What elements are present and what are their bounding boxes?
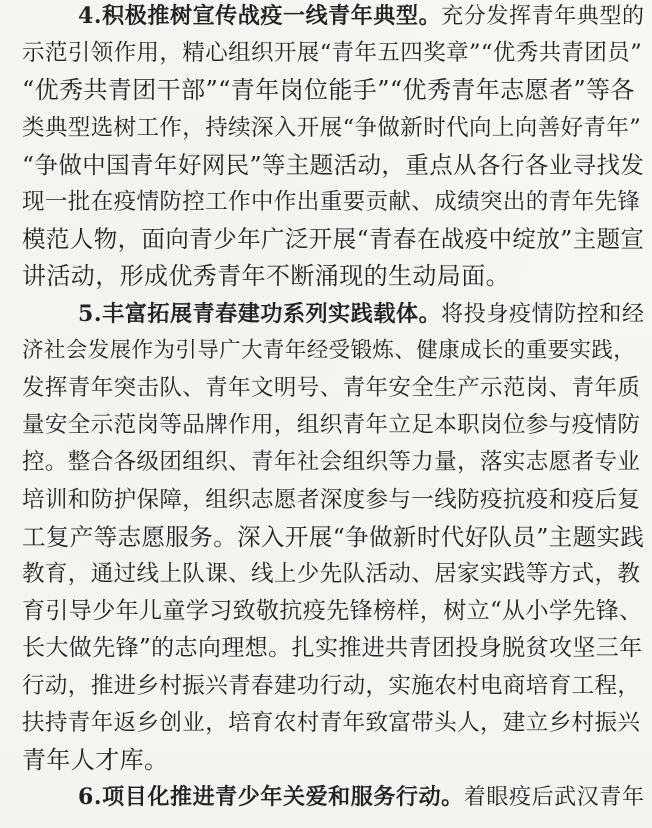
section-5-line-7: 工复产等志愿服务。深入开展“争做新时代好队员”主题实践 — [22, 522, 645, 551]
section-5-line-4: 量安全示范岗等品牌作用，组织青年立足本职岗位参与疫情防 — [22, 412, 641, 439]
section-5-line-10: 长大做先锋”的志向理想。扎实推进共青团投身脱贫攻坚三年 — [22, 635, 643, 662]
section-5-line-1-rest: 将投身疫情防控和经 — [441, 301, 645, 327]
section-4-line-5: “争做中国青年好网民”等主题活动，重点从各行各业寻找发 — [22, 150, 645, 179]
section-4-heading: 4.积极推树宣传战疫一线青年典型。 — [78, 3, 442, 29]
section-5-line-13: 青年人才库。 — [22, 746, 169, 774]
section-6-line-1-rest: 着眼疫后武汉青年 — [463, 785, 645, 811]
section-5-line-11: 行动，推进乡村振兴青春建功行动，实施农村电商培育工程， — [22, 672, 641, 699]
section-6-heading: 6.项目化推进青少年关爱和服务行动。 — [78, 784, 464, 811]
section-5-line-8: 教育，通过线上队课、线上少先队活动、居家实践等方式，教 — [22, 561, 641, 587]
section-5-line-5: 控。整合各级团组织、青年社会组织等力量，落实志愿者专业 — [22, 449, 641, 476]
section-5-line-1 — [78, 300, 645, 329]
section-5-line-6: 培训和防护保障，组织志愿者深度参与一线防疫抗疫和疫后复 — [22, 486, 641, 513]
section-5-line-3: 发挥青年突击队、青年文明号、青年安全生产示范岗、青年质 — [22, 375, 641, 401]
section-4-line-1 — [78, 2, 645, 31]
section-4-line-8: 讲活动，形成优秀青年不断涌现的生动局面。 — [22, 262, 510, 291]
section-4-line-1-rest: 充分发挥青年典型的 — [441, 4, 645, 29]
section-6-line-1 — [78, 783, 645, 812]
section-4-line-4: 类典型选树工作，持续深入开展“争做新时代向上向善好青年” — [22, 114, 642, 141]
section-4-line-3: “优秀共青团干部”“青年岗位能手”“优秀青年志愿者”等各 — [22, 76, 635, 105]
section-5-line-12: 扶持青年返乡创业，培育农村青年致富带头人，建立乡村振兴 — [22, 709, 641, 736]
section-4-line-2: 示范引领作用，精心组织开展“青年五四奖章”“优秀共青团员” — [22, 40, 643, 67]
section-4-line-7: 模范人物，面向青少年广泛开展“青春在战疫中绽放”主题宣 — [22, 225, 645, 254]
section-4-line-6: 现一批在疫情防控工作中作出重要贡献、成绩突出的青年先锋 — [22, 189, 641, 215]
section-5-line-9: 育引导少年儿童学习致敬抗疫先锋榜样，树立“从小学先锋、 — [22, 598, 643, 625]
section-5-line-2: 济社会发展作为引导广大青年经受锻炼、健康成长的重要实践， — [22, 337, 636, 363]
section-5-heading: 5.丰富拓展青春建功系列实践载体。 — [78, 300, 442, 327]
